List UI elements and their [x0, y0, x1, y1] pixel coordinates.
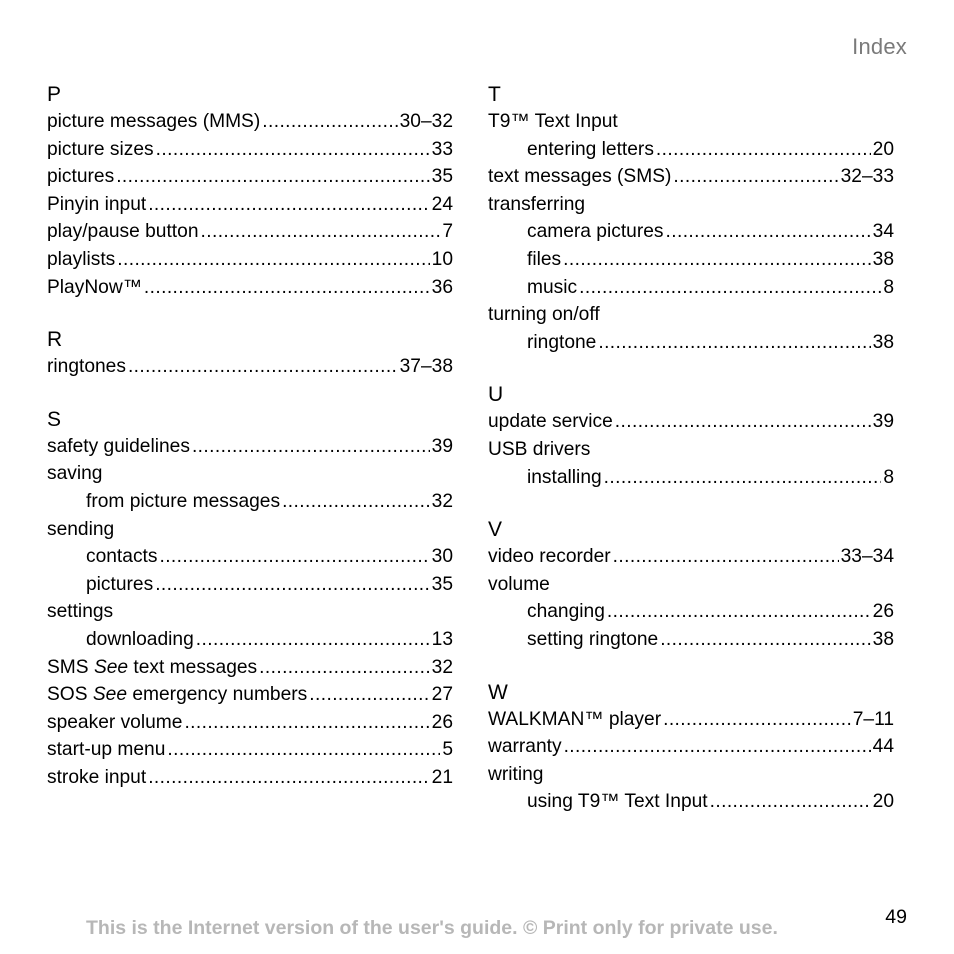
entry-term — [527, 788, 708, 816]
index-entry — [47, 191, 453, 219]
entry-page: 35 — [431, 166, 453, 188]
leader-dots — [604, 464, 882, 492]
leader-dots — [148, 191, 429, 219]
entry-term-text: video recorder — [488, 546, 611, 568]
leader-dots — [184, 709, 429, 737]
entry-page: 8 — [883, 466, 894, 488]
index-section — [488, 517, 894, 653]
index-entry — [47, 654, 453, 682]
entry-term-text: saving — [47, 463, 103, 485]
entry-term-text: USB drivers — [488, 438, 591, 460]
entry-term — [47, 681, 307, 709]
entry-page: 44 — [872, 736, 894, 758]
entry-term-text: settings — [47, 601, 114, 623]
entry-term-text: Pinyin input — [47, 193, 147, 215]
page-number: 49 — [885, 906, 907, 928]
entry-term-text: pictures — [47, 166, 115, 188]
index-entry — [488, 191, 894, 219]
leader-dots — [563, 246, 871, 274]
entry-term — [47, 433, 190, 461]
entry-term-text: contacts — [86, 546, 158, 568]
entry-page: 21 — [431, 766, 453, 788]
entry-page: 20 — [872, 791, 894, 813]
leader-dots — [156, 136, 430, 164]
entry-term-text: play/pause button — [47, 221, 199, 243]
index-entry — [488, 436, 894, 464]
leader-dots — [666, 218, 871, 246]
leader-dots — [262, 108, 397, 136]
entry-page: 30 — [431, 546, 453, 568]
section-letter: S — [47, 407, 62, 431]
entry-term — [488, 108, 618, 136]
index-entry — [47, 246, 453, 274]
entry-page: 39 — [872, 411, 894, 433]
entry-page: 24 — [431, 193, 453, 215]
entry-page: 32 — [431, 656, 453, 678]
index-entry — [47, 108, 453, 136]
leader-dots — [615, 408, 871, 436]
entry-page: 32 — [431, 490, 453, 512]
index-section — [47, 327, 453, 381]
index-entry — [47, 681, 453, 709]
entry-page: 33 — [431, 138, 453, 160]
entry-term — [86, 488, 280, 516]
entry-term-text: playlists — [47, 248, 116, 270]
entry-term-text: start-up menu — [47, 739, 166, 761]
entry-term-text: files — [527, 248, 562, 270]
index-entry — [488, 761, 894, 789]
entry-term-text: speaker volume — [47, 711, 183, 733]
index-entry — [488, 543, 894, 571]
index-entry — [488, 571, 894, 599]
leader-dots — [155, 571, 429, 599]
entry-term-text: T9™ Text Input — [488, 111, 618, 132]
entry-page: 36 — [431, 276, 453, 298]
leader-dots — [607, 598, 871, 626]
entry-term — [47, 353, 126, 381]
entry-term-text: SOS — [47, 684, 88, 706]
index-section — [47, 407, 453, 792]
leader-dots — [564, 733, 871, 761]
entry-page: 38 — [872, 331, 894, 353]
entry-term — [47, 163, 114, 191]
index-entry — [488, 136, 894, 164]
entry-term-text: PlayNow™ — [47, 276, 142, 298]
entry-term — [47, 736, 165, 764]
entry-page: 38 — [872, 628, 894, 650]
entry-term — [86, 626, 194, 654]
section-letter: V — [488, 518, 503, 542]
leader-dots — [613, 543, 839, 571]
entry-term — [488, 191, 585, 219]
footer-notice: This is the Internet version of the user's guide. © Print only for private use. — [86, 917, 778, 939]
section-header: Index — [852, 34, 907, 59]
index-entry — [488, 408, 894, 436]
index-entry — [47, 709, 453, 737]
entry-term — [47, 218, 199, 246]
entry-term — [47, 191, 146, 219]
leader-dots — [148, 764, 429, 792]
entry-term-text: picture sizes — [47, 138, 154, 160]
index-entry — [488, 163, 894, 191]
leader-dots — [117, 246, 429, 274]
index-entry — [47, 274, 453, 302]
index-section — [488, 382, 894, 491]
leader-dots — [128, 353, 398, 381]
index-entry — [47, 136, 453, 164]
index-entry — [47, 460, 453, 488]
entry-term-text: stroke input — [47, 766, 147, 788]
entry-page: 33–34 — [840, 546, 894, 568]
entry-term-text: picture messages (MMS) — [47, 111, 261, 132]
index-entry — [47, 353, 453, 381]
index-entry — [47, 764, 453, 792]
entry-term-text: transferring — [488, 193, 586, 215]
index-entry — [488, 329, 894, 357]
leader-dots — [656, 136, 871, 164]
entry-term — [488, 408, 613, 436]
entry-term — [488, 571, 550, 599]
index-entry — [488, 464, 894, 492]
leader-dots — [167, 736, 440, 764]
index-entry — [47, 433, 453, 461]
entry-ref: emergency numbers — [132, 684, 308, 706]
index-entry — [488, 706, 894, 734]
entry-term — [47, 654, 257, 682]
entry-ref: text messages — [133, 656, 258, 678]
index-section — [488, 82, 894, 356]
index-entry — [488, 788, 894, 816]
entry-term-text: sending — [47, 518, 115, 540]
entry-page: 27 — [431, 684, 453, 706]
index-entry — [488, 246, 894, 274]
entry-page: 32–33 — [840, 166, 894, 188]
leader-dots — [598, 329, 870, 357]
entry-page: 37–38 — [399, 356, 453, 378]
entry-term-text: music — [527, 276, 578, 298]
entry-term — [527, 136, 654, 164]
entry-term — [527, 626, 658, 654]
entry-term — [527, 274, 577, 302]
entry-term — [47, 108, 260, 136]
leader-dots — [192, 433, 430, 461]
entry-term — [47, 274, 142, 302]
entry-page: 35 — [431, 573, 453, 595]
entry-term-text: camera pictures — [527, 221, 664, 243]
leader-dots — [116, 163, 429, 191]
entry-see: See — [93, 656, 129, 678]
entry-term — [527, 598, 605, 626]
entry-term-text: installing — [527, 466, 602, 488]
entry-term-text: writing — [488, 763, 544, 785]
entry-page: 7 — [442, 221, 453, 243]
entry-page: 26 — [431, 711, 453, 733]
index-entry — [488, 108, 894, 136]
entry-term-text: entering letters — [527, 138, 654, 160]
entry-term-text: using T9™ Text Input — [527, 791, 708, 813]
entry-term — [47, 598, 113, 626]
entry-page: 38 — [872, 248, 894, 270]
index-entry — [488, 598, 894, 626]
index-entry — [47, 218, 453, 246]
entry-term — [47, 516, 114, 544]
entry-term-text: ringtones — [47, 356, 126, 378]
index-entry — [47, 571, 453, 599]
index-entry — [47, 626, 453, 654]
entry-term — [488, 301, 600, 329]
index-entry — [47, 516, 453, 544]
entry-page: 8 — [883, 276, 894, 298]
entry-term — [86, 543, 157, 571]
index-entry — [488, 626, 894, 654]
entry-term-text: volume — [488, 573, 550, 595]
entry-term-text: safety guidelines — [47, 435, 190, 457]
entry-term-text: SMS — [47, 656, 89, 678]
entry-term-text: ringtone — [527, 331, 597, 353]
section-letter: W — [488, 680, 508, 704]
entry-term-text: changing — [527, 601, 605, 623]
entry-term-text: WALKMAN™ player — [488, 708, 662, 730]
entry-term-text: pictures — [86, 573, 154, 595]
entry-page: 39 — [431, 435, 453, 457]
leader-dots — [710, 788, 871, 816]
leader-dots — [673, 163, 838, 191]
leader-dots — [309, 681, 429, 709]
leader-dots — [579, 274, 881, 302]
entry-term — [488, 163, 671, 191]
entry-term-text: setting ringtone — [527, 628, 659, 650]
index-entry — [47, 543, 453, 571]
leader-dots — [144, 274, 430, 302]
entry-term-text: update service — [488, 411, 613, 433]
entry-term-text: from picture messages — [86, 490, 281, 512]
entry-term — [47, 246, 115, 274]
index-section — [47, 82, 453, 301]
index-entry — [488, 274, 894, 302]
entry-term — [488, 543, 611, 571]
section-letter: P — [47, 83, 62, 106]
entry-term — [47, 136, 154, 164]
section-letter: T — [488, 83, 501, 106]
entry-term — [488, 733, 562, 761]
leader-dots — [196, 626, 430, 654]
entry-term — [47, 764, 146, 792]
entry-term — [527, 329, 596, 357]
leader-dots — [159, 543, 429, 571]
entry-page: 30–32 — [399, 111, 453, 132]
entry-page: 20 — [872, 138, 894, 160]
entry-term-text: downloading — [86, 628, 194, 650]
entry-term-text: turning on/off — [488, 304, 600, 326]
entry-page: 10 — [431, 248, 453, 270]
section-letter: R — [47, 328, 63, 352]
index-entry — [488, 301, 894, 329]
section-letter: U — [488, 383, 504, 407]
index-entry — [488, 218, 894, 246]
index-entry — [47, 488, 453, 516]
leader-dots — [663, 706, 851, 734]
index-column-left — [47, 82, 453, 817]
index-entry — [488, 733, 894, 761]
entry-term-text: warranty — [488, 736, 562, 758]
entry-term — [527, 246, 561, 274]
entry-page: 34 — [872, 221, 894, 243]
entry-see: See — [92, 684, 128, 706]
entry-term — [527, 464, 602, 492]
leader-dots — [282, 488, 430, 516]
index-section — [488, 680, 894, 816]
leader-dots — [259, 654, 430, 682]
index-entry — [47, 163, 453, 191]
entry-term — [47, 460, 102, 488]
leader-dots — [660, 626, 870, 654]
index-column-right — [488, 82, 894, 842]
entry-term — [488, 706, 661, 734]
entry-term — [86, 571, 153, 599]
leader-dots — [201, 218, 441, 246]
entry-page: 5 — [442, 739, 453, 761]
entry-term — [488, 436, 590, 464]
entry-term — [47, 709, 182, 737]
entry-term-text: text messages (SMS) — [488, 166, 672, 188]
entry-page: 26 — [872, 601, 894, 623]
index-entry — [47, 736, 453, 764]
entry-page: 13 — [431, 628, 453, 650]
index-entry — [47, 598, 453, 626]
entry-term — [527, 218, 664, 246]
entry-page: 7–11 — [852, 708, 894, 730]
entry-term — [488, 761, 543, 789]
